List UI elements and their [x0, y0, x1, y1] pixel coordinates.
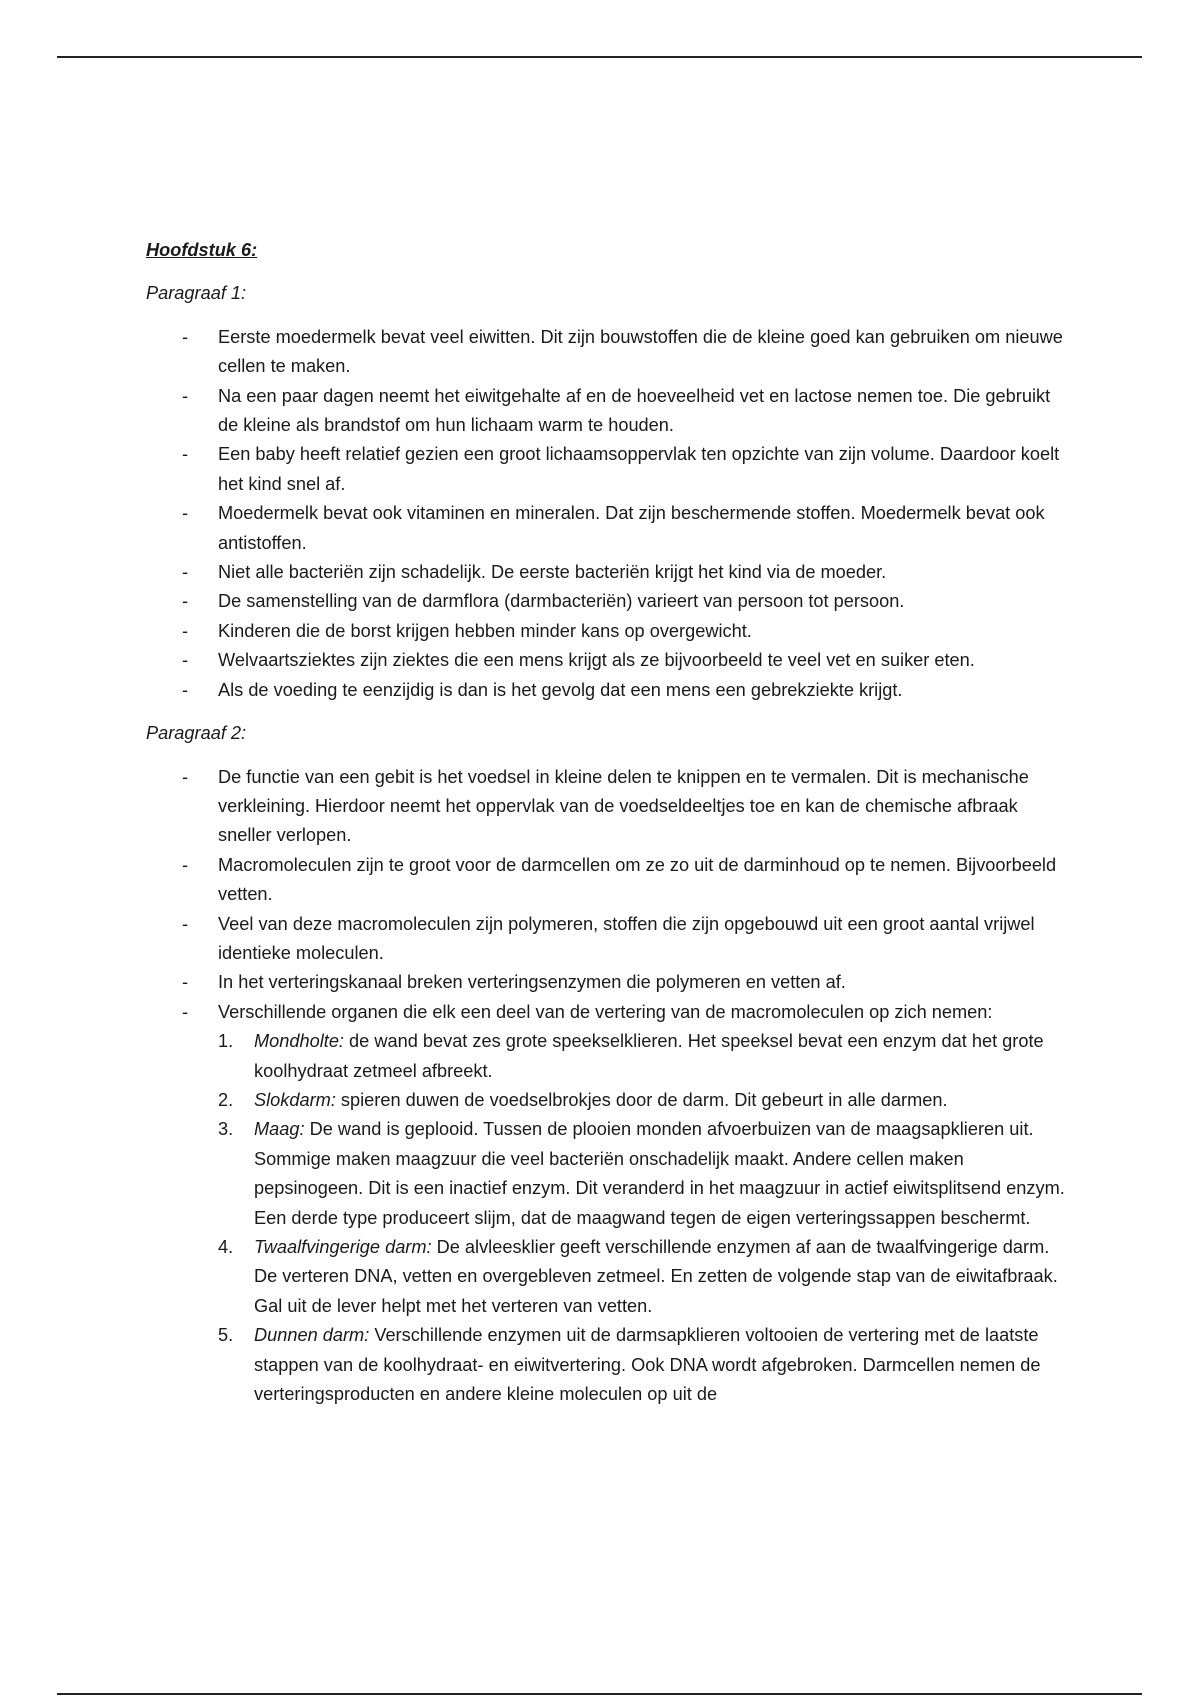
organ-description: spieren duwen de voedselbrokjes door de darm. Dit gebeurt in alle darmen. [335, 1089, 948, 1110]
organ-item-mondholte [218, 1027, 1066, 1086]
bullet-item: - Als de voeding te eenzijdig is dan is het gevolg dat een mens een gebrekziekte krijgt. [146, 676, 1066, 705]
section-title-1: Paragraaf 1: [146, 283, 247, 304]
list-number: 2. [218, 1089, 234, 1110]
organ-item-maag [218, 1115, 1066, 1233]
organ-term: Slokdarm: [254, 1089, 336, 1110]
bullet-item: - Welvaartsziektes zijn ziektes die een mens krijgt als ze bijvoorbeeld te veel vet en suiker eten. [146, 646, 1066, 675]
organ-list [218, 1027, 1066, 1409]
footer-rule [57, 1693, 1142, 1695]
organ-description: De wand is geplooid. Tussen de plooien monden afvoerbuizen van de maagsapklieren uit. Sommige maken maagzuur die veel bacteriën onschadelijk maakt. Andere cellen maken pepsinogeen. Dit is een inactief enzym. Dit veranderd in het maagzuur in actief eiwitsplitsend enzym. Een derde type produceert slijm, dat de maagwand tegen de eigen verteringssappen beschermt. [254, 1119, 1065, 1228]
bullet-item: - Een baby heeft relatief gezien een groot lichaamsoppervlak ten opzichte van zijn volume. Daardoor koelt het kind snel af. [146, 440, 1066, 499]
organ-term: Mondholte: [254, 1031, 344, 1052]
header-rule [57, 56, 1142, 58]
organ-term: Twaalfvingerige darm: [254, 1237, 432, 1257]
chapter-title: Hoofdstuk 6: [146, 240, 258, 260]
bullet-item: - De functie van een gebit is het voedsel in kleine delen te knippen en te vermalen. Dit is mechanische verkleining. Hierdoor neemt het oppervlak van de voedseldeeltjes toe en kan de chemische afbraak sneller verlopen. [146, 763, 1066, 851]
bullet-item-organs [146, 998, 1066, 1410]
organ-term: Maag: [254, 1119, 305, 1140]
bullet-item: - Na een paar dagen neemt het eiwitgehalte af en de hoeveelheid vet en lactose nemen toe. Die gebruikt de kleine als brandstof om hun lichaam warm te houden. [146, 382, 1066, 441]
organ-item-slokdarm [218, 1086, 1066, 1115]
bullet-item: - Niet alle bacteriën zijn schadelijk. De eerste bacteriën krijgt het kind via de moeder. [146, 558, 1066, 587]
bullet-item: - Macromoleculen zijn te groot voor de darmcellen om ze zo uit de darminhoud op te nemen. Bijvoorbeeld vetten. [146, 851, 1066, 910]
organ-item-twaalfvingerige-darm [218, 1233, 1066, 1321]
bullet-item: - Eerste moedermelk bevat veel eiwitten. Dit zijn bouwstoffen die de kleine goed kan gebruiken om nieuwe cellen te maken. [146, 323, 1066, 382]
list-number: 1. [218, 1031, 234, 1052]
organ-description: Verschillende enzymen uit de darmsapklieren voltooien de vertering met de laatste stappen van de koolhydraat- en eiwitvertering. Ook DNA wordt afgebroken. Darmcellen nemen de verteringsproducten en andere kleine moleculen op uit de [254, 1325, 1041, 1405]
organ-item-dunnen-darm [218, 1321, 1066, 1409]
bullet-item: - Kinderen die de borst krijgen hebben minder kans op overgewicht. [146, 617, 1066, 646]
bullet-item: - Veel van deze macromoleculen zijn polymeren, stoffen die zijn opgebouwd uit een groot aantal vrijwel identieke moleculen. [146, 910, 1066, 969]
bullet-text: Verschillende organen die elk een deel van de vertering van de macromoleculen op zich nemen: [218, 1001, 993, 1022]
document-body [146, 236, 1066, 1423]
bullet-item: - De samenstelling van de darmflora (darmbacteriën) varieert van persoon tot persoon. [146, 587, 1066, 616]
organ-description: de wand bevat zes grote speekselklieren. Het speeksel bevat een enzym dat het grote koolhydraat zetmeel afbreekt. [254, 1031, 1044, 1081]
section-2-bullet-list [146, 763, 1066, 1410]
bullet-item: - In het verteringskanaal breken verteringsenzymen die polymeren en vetten af. [146, 968, 1066, 997]
organ-description: De alvleesklier geeft verschillende enzymen af aan de twaalfvingerige darm. De verteren DNA, vetten en overgebleven zetmeel. En zetten de volgende stap van de eiwitafbraak. Gal uit de lever helpt met het verteren van vetten. [254, 1237, 1058, 1316]
list-number: 5. [218, 1325, 234, 1346]
list-number: 3. [218, 1119, 234, 1140]
bullet-item: - Moedermelk bevat ook vitaminen en mineralen. Dat zijn beschermende stoffen. Moedermelk bevat ook antistoffen. [146, 499, 1066, 558]
organ-term: Dunnen darm: [254, 1325, 370, 1346]
list-number: 4. [218, 1237, 234, 1257]
section-title-2: Paragraaf 2: [146, 723, 247, 744]
section-1-bullet-list [146, 323, 1066, 705]
